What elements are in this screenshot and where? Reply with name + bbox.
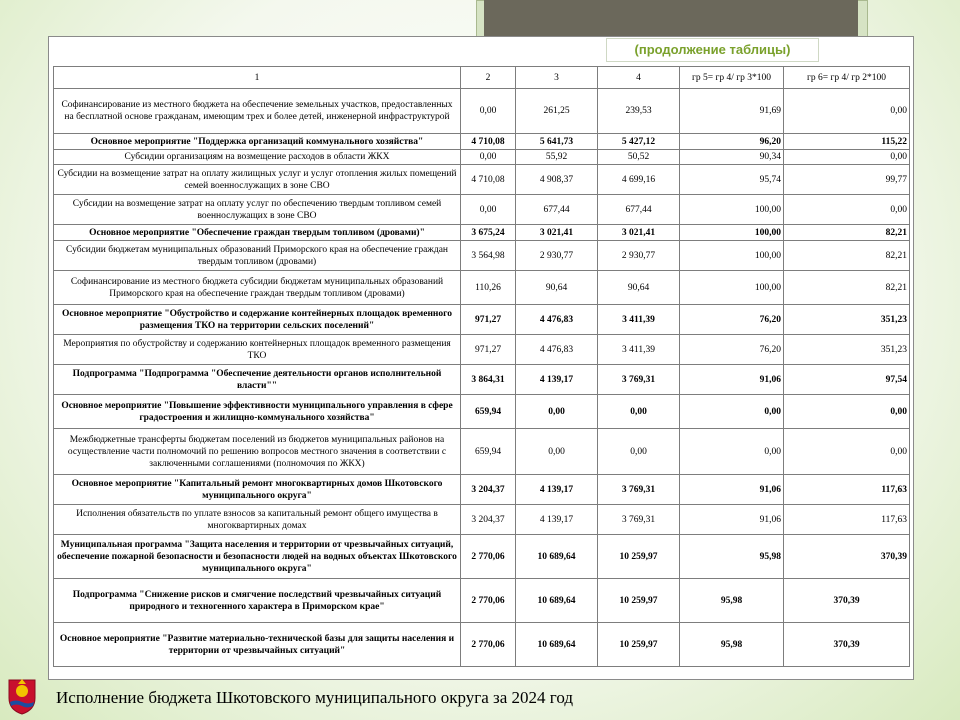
cell-col2: 2 770,06 [461,623,516,667]
cell-col4: 5 427,12 [598,134,680,150]
cell-col5: 91,06 [680,365,784,395]
cell-col6: 0,00 [784,395,910,429]
cell-col3: 10 689,64 [516,623,598,667]
row-name: Мероприятия по обустройству и содержанию контейнерных площадок временного размещения ТКО [54,335,461,365]
cell-col5: 91,06 [680,505,784,535]
cell-col6: 117,63 [784,505,910,535]
cell-col4: 0,00 [598,429,680,475]
cell-col5: 100,00 [680,195,784,225]
table-row [54,429,910,475]
column-header: 3 [516,67,598,89]
cell-col6: 370,39 [784,579,910,623]
cell-col4: 2 930,77 [598,241,680,271]
cell-col4: 239,53 [598,89,680,134]
table-row [54,89,910,134]
cell-col3: 10 689,64 [516,535,598,579]
row-name: Софинансирование из местного бюджета субсидии бюджетам муниципальных образований Приморского края на обеспечение граждан твердым топливом (дровами) [54,271,461,305]
cell-col5: 100,00 [680,271,784,305]
row-name: Основное мероприятие "Капитальный ремонт многоквартирных домов Шкотовского муниципального округа" [54,475,461,505]
continuation-label: (продолжение таблицы) [606,38,819,62]
table-row [54,505,910,535]
cell-col5: 96,20 [680,134,784,150]
cell-col6: 82,21 [784,271,910,305]
cell-col2: 0,00 [461,89,516,134]
row-name: Межбюджетные трансферты бюджетам поселений из бюджетов муниципальных районов на осуществление части полномочий по решению вопросов местного значения в соответствии с заключенными соглашениями (полномочия по ЖКХ) [54,429,461,475]
cell-col4: 0,00 [598,395,680,429]
row-name: Муниципальная программа "Защита населения и территории от чрезвычайных ситуаций, обеспечение пожарной безопасности и безопасности людей на водных объектах Шкотовского муниципального округа" [54,535,461,579]
cell-col2: 0,00 [461,195,516,225]
table-row [54,165,910,195]
cell-col3: 4 139,17 [516,475,598,505]
cell-col3: 4 139,17 [516,365,598,395]
cell-col6: 82,21 [784,225,910,241]
cell-col2: 659,94 [461,429,516,475]
row-name: Подпрограмма "Снижение рисков и смягчение последствий чрезвычайных ситуаций природного и техногенного характера в Приморском крае" [54,579,461,623]
table-row [54,475,910,505]
cell-col5: 95,98 [680,579,784,623]
row-name: Основное мероприятие "Обеспечение граждан твердым топливом (дровами)" [54,225,461,241]
cell-col5: 100,00 [680,241,784,271]
cell-col5: 95,98 [680,535,784,579]
row-name: Основное мероприятие "Поддержка организаций коммунального хозяйства" [54,134,461,150]
cell-col5: 0,00 [680,395,784,429]
cell-col3: 0,00 [516,429,598,475]
cell-col2: 2 770,06 [461,535,516,579]
row-name: Субсидии на возмещение затрат на оплату жилищных услуг и услуг отопления жилых помещений семей военнослужащих в зоне СВО [54,165,461,195]
table-header-row [54,67,910,89]
cell-col4: 3 769,31 [598,505,680,535]
row-name: Подпрограмма "Подпрограмма "Обеспечение деятельности органов исполнительной власти"" [54,365,461,395]
cell-col4: 10 259,97 [598,535,680,579]
footer-title: Исполнение бюджета Шкотовского муниципального округа за 2024 год [56,688,573,707]
cell-col4: 3 769,31 [598,475,680,505]
cell-col2: 0,00 [461,150,516,165]
cell-col5: 76,20 [680,335,784,365]
table-row [54,271,910,305]
table-row [54,623,910,667]
cell-col2: 4 710,08 [461,134,516,150]
cell-col4: 3 021,41 [598,225,680,241]
cell-col3: 261,25 [516,89,598,134]
row-name: Субсидии на возмещение затрат на оплату услуг по обеспечению твердым топливом семей военнослужащих в зоне СВО [54,195,461,225]
cell-col4: 3 411,39 [598,335,680,365]
table-row [54,134,910,150]
row-name: Софинансирование из местного бюджета на обеспечение земельных участков, предоставленных на бесплатной основе гражданам, имеющим трех и более детей, инженерной инфраструктурой [54,89,461,134]
cell-col3: 4 139,17 [516,505,598,535]
column-header: 1 [54,67,461,89]
cell-col6: 370,39 [784,623,910,667]
cell-col2: 659,94 [461,395,516,429]
table-row [54,579,910,623]
coat-of-arms-icon [6,676,38,716]
cell-col3: 5 641,73 [516,134,598,150]
row-name: Основное мероприятие "Обустройство и содержание контейнерных площадок временного размещения ТКО на территории сельских поселений" [54,305,461,335]
cell-col2: 3 204,37 [461,475,516,505]
cell-col4: 677,44 [598,195,680,225]
cell-col4: 90,64 [598,271,680,305]
column-header: гр 5= гр 4/ гр 3*100 [680,67,784,89]
cell-col4: 50,52 [598,150,680,165]
cell-col4: 10 259,97 [598,623,680,667]
cell-col3: 55,92 [516,150,598,165]
table-row [54,395,910,429]
cell-col6: 0,00 [784,195,910,225]
cell-col2: 3 564,98 [461,241,516,271]
cell-col4: 3 769,31 [598,365,680,395]
cell-col5: 91,69 [680,89,784,134]
table-row [54,241,910,271]
cell-col2: 971,27 [461,305,516,335]
cell-col2: 3 864,31 [461,365,516,395]
cell-col5: 95,74 [680,165,784,195]
cell-col3: 0,00 [516,395,598,429]
cell-col6: 0,00 [784,89,910,134]
budget-table [53,66,910,667]
cell-col3: 4 476,83 [516,305,598,335]
cell-col4: 3 411,39 [598,305,680,335]
table-row [54,335,910,365]
column-header: 4 [598,67,680,89]
cell-col6: 351,23 [784,335,910,365]
cell-col6: 99,77 [784,165,910,195]
table-row [54,365,910,395]
cell-col3: 677,44 [516,195,598,225]
table-row [54,195,910,225]
cell-col6: 0,00 [784,429,910,475]
row-name: Исполнения обязательств по уплате взносов за капитальный ремонт общего имущества в многоквартирных домах [54,505,461,535]
row-name: Основное мероприятие "Повышение эффективности муниципального управления в сфере градостроения и жилищно-коммунального хозяйства" [54,395,461,429]
cell-col6: 97,54 [784,365,910,395]
cell-col3: 2 930,77 [516,241,598,271]
table-row [54,535,910,579]
cell-col3: 90,64 [516,271,598,305]
cell-col5: 90,34 [680,150,784,165]
cell-col2: 110,26 [461,271,516,305]
cell-col2: 4 710,08 [461,165,516,195]
table-row [54,225,910,241]
cell-col6: 351,23 [784,305,910,335]
column-header: 2 [461,67,516,89]
cell-col6: 82,21 [784,241,910,271]
cell-col6: 117,63 [784,475,910,505]
cell-col5: 76,20 [680,305,784,335]
cell-col5: 100,00 [680,225,784,241]
table-row [54,150,910,165]
cell-col4: 10 259,97 [598,579,680,623]
cell-col2: 2 770,06 [461,579,516,623]
cell-col5: 95,98 [680,623,784,667]
cell-col2: 971,27 [461,335,516,365]
table-row [54,305,910,335]
column-header: гр 6= гр 4/ гр 2*100 [784,67,910,89]
cell-col2: 3 675,24 [461,225,516,241]
cell-col5: 0,00 [680,429,784,475]
cell-col6: 115,22 [784,134,910,150]
cell-col6: 370,39 [784,535,910,579]
row-name: Основное мероприятие "Развитие материально-технической базы для защиты населения и территории от чрезвычайных ситуаций" [54,623,461,667]
cell-col4: 4 699,16 [598,165,680,195]
row-name: Субсидии бюджетам муниципальных образований Приморского края на обеспечение граждан твердым топливом (дровами) [54,241,461,271]
cell-col6: 0,00 [784,150,910,165]
cell-col3: 3 021,41 [516,225,598,241]
row-name: Субсидии организациям на возмещение расходов в области ЖКХ [54,150,461,165]
cell-col3: 10 689,64 [516,579,598,623]
cell-col3: 4 476,83 [516,335,598,365]
cell-col5: 91,06 [680,475,784,505]
cell-col3: 4 908,37 [516,165,598,195]
cell-col2: 3 204,37 [461,505,516,535]
